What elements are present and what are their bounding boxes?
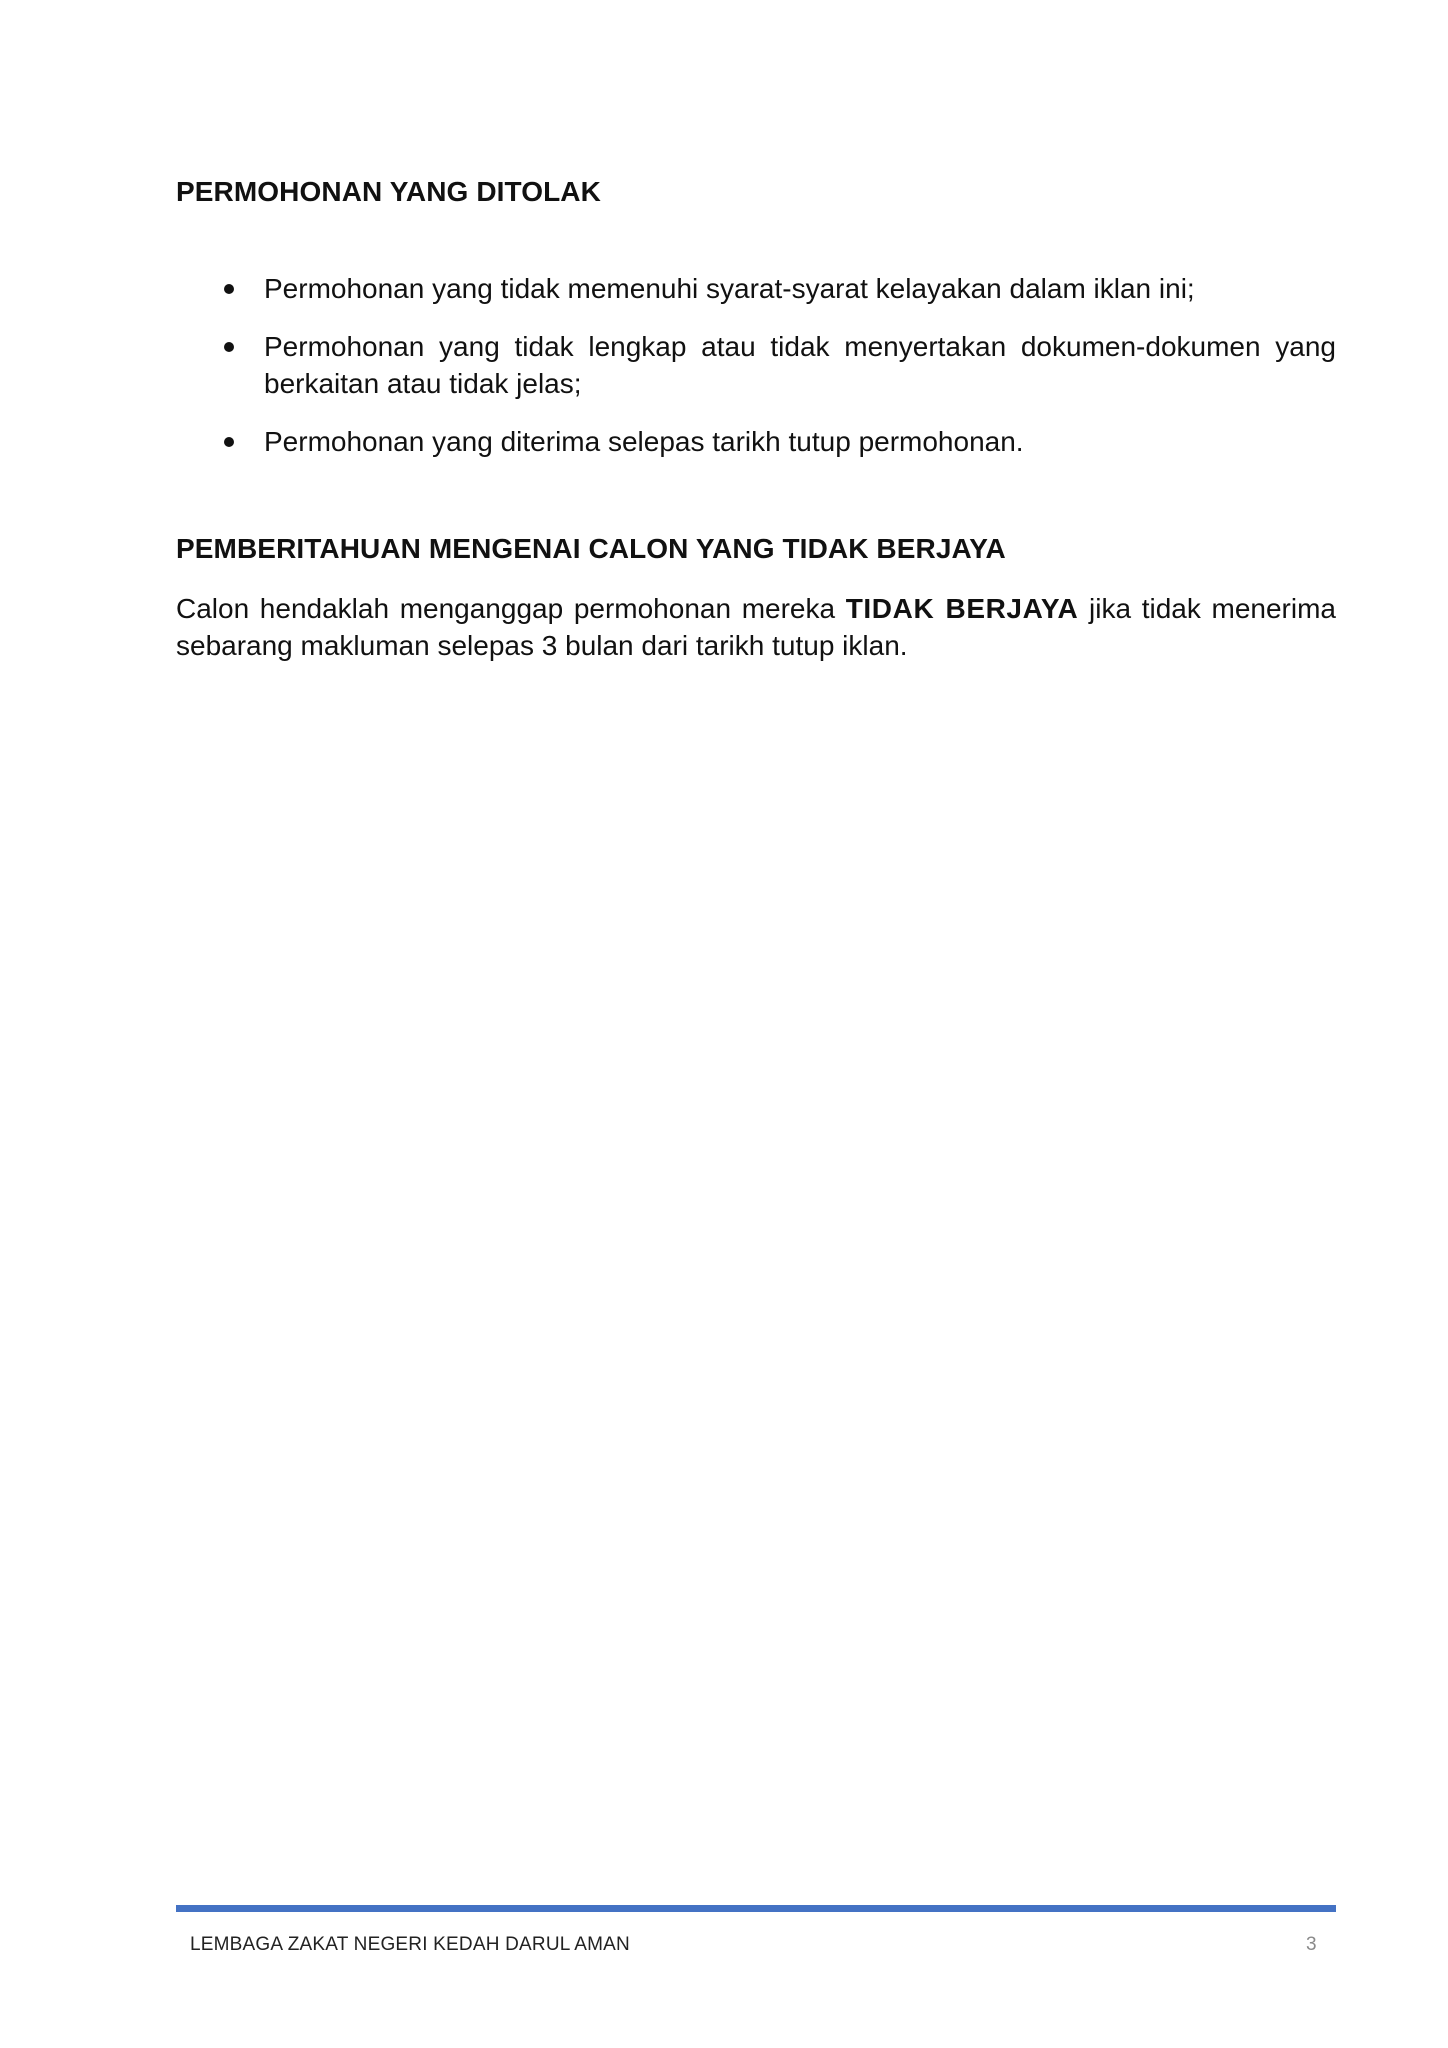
notice-emphasis: TIDAK BERJAYA [845,593,1079,624]
bullet-icon [224,284,234,294]
section-heading-rejected: PERMOHONAN YANG DITOLAK [176,176,601,207]
footer-organization: LEMBAGA ZAKAT NEGERI KEDAH DARUL AMAN [190,1934,630,1955]
section-heading-notice: PEMBERITAHUAN MENGENAI CALON YANG TIDAK BERJAYA [176,533,1006,564]
rejected-list [176,270,1336,481]
list-item [176,328,1336,402]
notice-text-after: jika tidak menerima sebarang makluman selepas 3 bulan dari tarikh tutup iklan. [176,593,1336,661]
footer-divider [176,1905,1336,1912]
list-item-text: Permohonan yang diterima selepas tarikh tutup permohonan. [264,426,1024,457]
notice-paragraph [176,590,1336,664]
page-number: 3 [1306,1934,1317,1955]
bullet-icon [224,342,234,352]
notice-text-before: Calon hendaklah menganggap permohonan mereka [176,593,846,624]
list-item-text: Permohonan yang tidak lengkap atau tidak menyertakan dokumen-dokumen yang berkaitan atau tidak jelas; [264,331,1336,399]
list-item [176,423,1336,460]
list-item-text: Permohonan yang tidak memenuhi syarat-syarat kelayakan dalam iklan ini; [264,273,1195,304]
bullet-icon [224,437,234,447]
list-item [176,270,1336,307]
